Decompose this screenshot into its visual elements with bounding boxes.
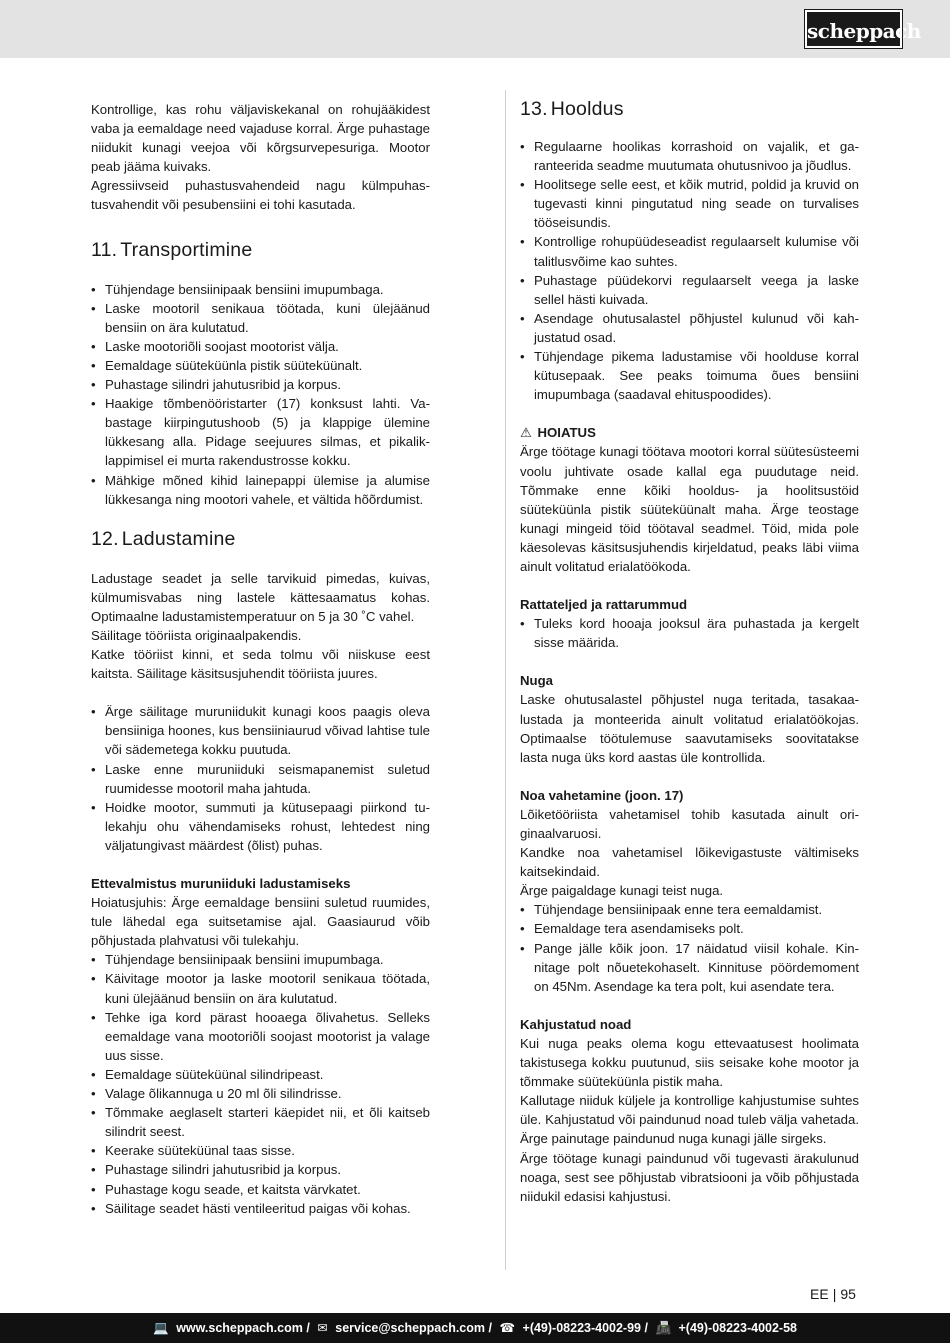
list-item: • Kontrollige rohupüüdeseadist regulaarselt kulumise või talitlusvõime kao suhtes. bbox=[520, 232, 859, 270]
footer-phone: +(49)-08223-4002-99 / bbox=[522, 1321, 648, 1335]
knife-text: Laske ohutusalastel põhjustel nuga teritada, tasakaalustada ja monteerida ainult volitatud erialatöökojas. Optimaalse töötulemuse saavutamiseks soovitatakse lasta nuga üks kord aastas üle kontrollida. bbox=[520, 692, 859, 765]
section-heading-storage bbox=[91, 526, 430, 552]
list-item: • Puhastage silindri jahutusribid ja korpus. bbox=[91, 375, 430, 394]
storage-list bbox=[91, 702, 430, 855]
prep-paragraph: Hoiatusjuhis: Ärge eemaldage bensiini suletud ruumides, tule lähedal ega suitsetamise ajal. Gaasiaurud võib põhjustada plahvatusi või tulekahju. bbox=[91, 895, 430, 949]
list-item: • Regulaarne hoolikas korrashoid on vajalik, et garanteerida seadme muutumata ohutusnivoo ja jõudlus. bbox=[520, 137, 859, 175]
wheels-list bbox=[520, 614, 859, 652]
list-item: • Eemaldage tera asendamiseks polt. bbox=[520, 919, 859, 938]
list-item: • Tühjendage bensiinipaak bensiini imupumbaga. bbox=[91, 280, 430, 299]
list-item: • Eemaldage süüteküünal silindripeast. bbox=[91, 1065, 430, 1084]
right-column bbox=[520, 100, 859, 1206]
page-lang: EE bbox=[810, 1286, 829, 1302]
replace-list bbox=[520, 900, 859, 995]
list-item: • Tuleks kord hooaja jooksul ära puhastada ja kergelt sisse määrida. bbox=[520, 614, 859, 652]
section-title: Transportimine bbox=[120, 238, 253, 261]
list-item: • Tühjendage bensiinipaak enne tera eemaldamist. bbox=[520, 900, 859, 919]
list-item: • Laske mootoril senikaua töötada, kuni ülejäänud bensiin on ära kulutatud. bbox=[91, 299, 430, 337]
damaged-paragraph: Ärge töötage kunagi paindunud või tugevasti ärakulunud noaga, sest see põhjustab vibratsiooni ja võib põhjustada niidukil edasisi kahjustusi. bbox=[520, 1150, 859, 1204]
column-divider bbox=[505, 90, 506, 1270]
prep-list bbox=[91, 950, 430, 1217]
brand-logo: scheppach bbox=[805, 10, 902, 48]
warning-label: HOIATUS bbox=[537, 425, 596, 441]
storage-paragraph: Katke tööriist kinni, et seda tolmu või niiskuse eest kaitsta. Säilitage käsitsusjuhendit tööriista juures. bbox=[91, 647, 430, 682]
storage-paragraph: Säilitage tööriista originaalpakendis. bbox=[91, 627, 302, 643]
damaged-paragraph: Kui nuga peaks olema kogu ettevaatusest hoolimata takistusega kokku puutunud, siis seisake kohe mootor ja tõmmake süüteküünla pistik maha. bbox=[520, 1035, 859, 1090]
warning-title bbox=[520, 423, 859, 442]
warning-text: Ärge töötage kunagi töötava mootori korral süütesüsteemi voolu juhtivate osade kallal ega puudutage neid. Tõmmake enne kõiki hooldus- ja hoolitsustöid süüteküünla pistik süüteküünalt maha. Ärge teostage kunagi mingeid töid töötaval seadmel. Töid, mida pole käesolevas käsitsusjuhendis kirjeldatud, peaks läbi viima ainult volitatud erialatöökoda. bbox=[520, 444, 859, 574]
section-title: Hooldus bbox=[550, 98, 624, 120]
page-number: EE | 95 bbox=[810, 1286, 856, 1302]
list-item: • Mähkige mõned kihid lainepappi ülemise ja alumise lükkesanga ning mootori vahele, et vältida hõõrdumist. bbox=[91, 471, 430, 509]
list-item: • Hoidke mootor, summuti ja kütusepaagi piirkond tulekahju ohu vähendamiseks rohust, lehtedest ning väljatungivast määrdest (õlist) puhas. bbox=[91, 798, 430, 855]
list-item: • Asendage ohutusalastel põhjustel kulunud või kahjustatud osad. bbox=[520, 309, 859, 347]
footer-fax: +(49)-08223-4002-58 bbox=[678, 1321, 797, 1335]
list-item: • Valage õlikannuga u 20 ml õli silindrisse. bbox=[91, 1084, 430, 1103]
intro-paragraph: Kontrollige, kas rohu väljaviskekanal on rohujääkidest vaba ja eemaldage need vajaduse korral. Ärge puhastage niidukit kunagi veejoa või kõrgsurvepesuriga. Mootor peab jääma kuivaks. bbox=[91, 102, 430, 175]
list-item: • Laske enne muruniiduki seismapanemist suletud ruumidesse mootoril maha jahtuda. bbox=[91, 760, 430, 798]
section-heading-maintenance bbox=[520, 96, 859, 122]
maintenance-list bbox=[520, 137, 859, 404]
list-item: • Tühjendage pikema ladustamise või hoolduse korral kütusepaak. See peaks toimuma õues bensiini imupumbaga (saadaval ehituspoodides). bbox=[520, 347, 859, 404]
knife-title: Nuga bbox=[520, 673, 553, 689]
replace-paragraph: Ärge paigaldage kunagi teist nuga. bbox=[520, 883, 724, 899]
list-item: • Käivitage mootor ja laske mootoril senikaua töötada, kuni ülejäänud bensiin on ära kulutatud. bbox=[91, 969, 430, 1007]
intro-paragraph: Agressiivseid puhastusvahendeid nagu külmpuhastusvahendit või pesubensiini ei tohi kasutada. bbox=[91, 178, 430, 213]
list-item: • Keerake süüteküünal taas sisse. bbox=[91, 1141, 430, 1160]
storage-paragraph: Ladustage seadet ja selle tarvikuid pimedas, kuivas, külmumisvabas ning lastele kättesaamatus kohas. Optimaalne ladustamistemperatuur on 5 ja 30 ˚C vahel. bbox=[91, 570, 430, 624]
replace-paragraph: Lõiketööriista vahetamisel tohib kasutada ainult originaalvaruosi. bbox=[520, 806, 859, 841]
list-item: • Puhastage kogu seade, et kaitsta värvkatet. bbox=[91, 1180, 430, 1199]
footer-email[interactable]: service@scheppach.com / bbox=[335, 1321, 492, 1335]
section-number: 13. bbox=[520, 98, 548, 120]
list-item: • Puhastage püüdekorvi regulaarselt veega ja laske sellel hästi kuivada. bbox=[520, 271, 859, 309]
list-item: • Puhastage silindri jahutusribid ja korpus. bbox=[91, 1160, 430, 1179]
header-bar bbox=[0, 0, 950, 58]
list-item: • Haakige tõmbenööristarter (17) konksust lahti. Vabastage kiirpingutushoob (5) ja klappige ülemine lükkesang alla. Pidage seejuures silmas, et pikaliklappimisel ei murta rakendustrosse kokku. bbox=[91, 394, 430, 470]
replace-title: Noa vahetamine (joon. 17) bbox=[520, 787, 684, 803]
section-number: 12. bbox=[91, 527, 119, 550]
section-title: Ladustamine bbox=[121, 527, 236, 550]
monitor-icon: 💻 bbox=[153, 1321, 169, 1335]
replace-paragraph: Kandke noa vahetamisel lõikevigastuste vältimiseks kaitsekindaid. bbox=[520, 845, 859, 880]
list-item: • Tehke iga kord pärast hooaega õlivahetus. Selleks eemaldage vana mootoriõli soojast mootorist ja valage uus sisse. bbox=[91, 1008, 430, 1065]
prep-title: Ettevalmistus muruniiduki ladustamiseks bbox=[91, 876, 351, 891]
phone-icon: ☎ bbox=[499, 1321, 516, 1335]
list-item: • Pange jälle kõik joon. 17 näidatud viisil kohale. Kinnitage polt nõuetekohaselt. Kinnituse pöördemoment on 45Nm. Asendage ka tera polt, kui asendate tera. bbox=[520, 939, 859, 996]
list-item: • Ärge säilitage muruniidukit kunagi koos paagis oleva bensiiniga hoones, kus bensiiniaurud võivad lahtise tule või sädemetega kokku puutuda. bbox=[91, 702, 430, 759]
section-heading-transport bbox=[91, 237, 430, 263]
list-item: • Laske mootoriõli soojast mootorist välja. bbox=[91, 337, 430, 356]
page-num: 95 bbox=[840, 1286, 856, 1302]
section-number: 11. bbox=[91, 238, 118, 261]
damaged-paragraph: Kallutage niiduk küljele ja kontrollige kahjustumise suhtes üle. Kahjustatud või paindunud noad tuleb välja vahetada. Ärge painutage paindunud nuga kunagi jälle sirgeks. bbox=[520, 1093, 859, 1147]
left-column bbox=[91, 100, 430, 1218]
list-item: • Hoolitsege selle eest, et kõik mutrid, poldid ja kruvid on tugevasti kinni pingutatud ning seade on turvalises tööseisundis. bbox=[520, 175, 859, 232]
fax-icon: 📠 bbox=[655, 1321, 672, 1335]
footer-website[interactable]: www.scheppach.com / bbox=[176, 1321, 310, 1335]
footer-bar bbox=[0, 1313, 950, 1343]
list-item: • Tõmmake aeglaselt starteri käepidet nii, et õli kaitseb silindrit seest. bbox=[91, 1103, 430, 1141]
warning-icon: ⚠ bbox=[520, 425, 532, 441]
mail-icon: ✉ bbox=[317, 1321, 328, 1335]
wheels-title: Rattateljed ja rattarummud bbox=[520, 597, 688, 613]
transport-list bbox=[91, 280, 430, 509]
list-item: • Säilitage seadet hästi ventileeritud paigas või kohas. bbox=[91, 1199, 430, 1218]
list-item: • Eemaldage süüteküünla pistik süüteküünalt. bbox=[91, 356, 430, 375]
list-item: • Tühjendage bensiinipaak bensiini imupumbaga. bbox=[91, 950, 430, 969]
damaged-title: Kahjustatud noad bbox=[520, 1016, 632, 1032]
